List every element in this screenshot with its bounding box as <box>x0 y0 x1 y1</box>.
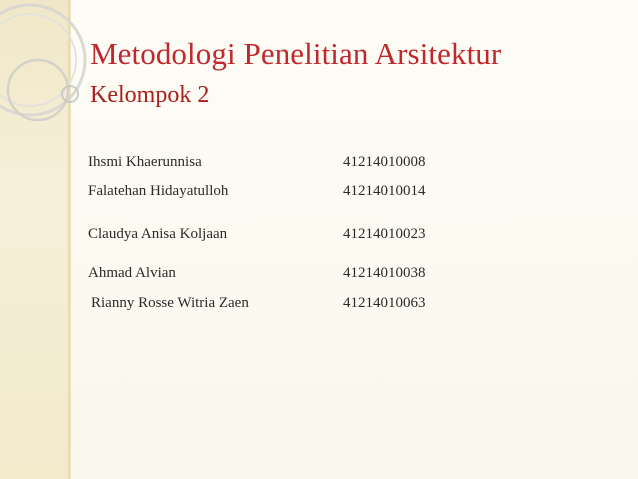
member-name: Falatehan Hidayatulloh <box>88 183 229 199</box>
member-nim: 41214010038 <box>343 265 426 281</box>
member-nim: 41214010063 <box>343 295 426 311</box>
member-name: Ihsmi Khaerunnisa <box>88 154 202 170</box>
member-name: Claudya Anisa Koljaan <box>88 226 228 242</box>
decorative-rings-icon <box>0 0 100 130</box>
slide-subtitle: Kelompok 2 <box>90 82 210 108</box>
member-nim: 41214010008 <box>343 154 426 170</box>
member-nim: 41214010023 <box>343 226 426 242</box>
slide-title: Metodologi Penelitian Arsitektur <box>90 36 502 71</box>
member-name: Ahmad Alvian <box>88 265 176 281</box>
member-nim: 41214010014 <box>343 183 426 199</box>
member-name: Rianny Rosse Witria Zaen <box>91 295 249 311</box>
